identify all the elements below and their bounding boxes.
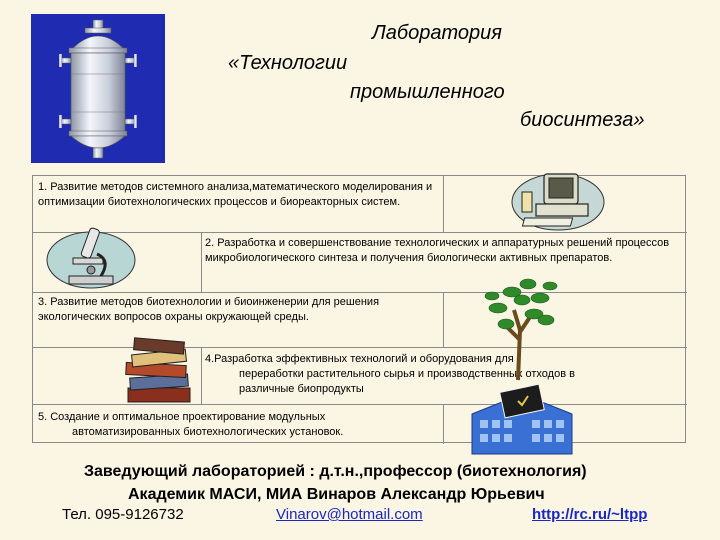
title-line-1: Лаборатория — [372, 22, 502, 44]
title-line-2: «Технологии — [228, 52, 348, 74]
direction-item-5-line-1: 5. Создание и оптимальное проектирование модульных — [38, 411, 326, 423]
email-link[interactable]: Vinarov@hotmail.com — [276, 506, 423, 523]
col-divider — [201, 232, 202, 292]
head-name: Академик МАСИ, МИА Винаров Александр Юрьевич — [128, 486, 545, 503]
tree-icon — [478, 270, 564, 382]
direction-item-4 — [205, 352, 680, 397]
title-line-4: биосинтеза» — [520, 109, 645, 131]
phone-number: Тел. 095-9126732 — [62, 506, 184, 523]
col-divider — [443, 292, 444, 347]
title-line-3: промышленного — [350, 81, 505, 103]
building-icon — [466, 384, 578, 458]
head-of-lab: Заведующий лабораторией : д.т.н.,профессор (биотехнология) — [84, 463, 587, 480]
reactor-icon — [31, 14, 165, 163]
direction-item-4-line-1: 4.Разработка эффективных технологий и оборудования для — [205, 353, 514, 365]
direction-item-4-line-2: переработки растительного сырья и производственных отходов в — [239, 368, 575, 380]
direction-item-3: 3. Развитие методов биотехнологии и биоинженерии для решения экологических вопросов охраны окружающей среды. — [38, 296, 380, 323]
row-divider — [33, 292, 687, 293]
website-link[interactable]: http://rc.ru/~ltpp — [532, 506, 648, 523]
direction-item-1: 1. Развитие методов системного анализа,математического моделирования и оптимизации биотехнологических процессов и биореакторных систем. — [38, 181, 433, 208]
reactor-image — [31, 14, 165, 163]
direction-item-5-line-2: автоматизированных биотехнологических установок. — [72, 426, 344, 438]
books-icon — [120, 336, 202, 408]
col-divider — [443, 176, 444, 232]
direction-item-2: 2. Разработка и совершенствование технологических и аппаратурных решений процессов микробиологического синтеза и получения биологически активных препаратов. — [205, 237, 670, 264]
direction-item-5 — [38, 410, 448, 440]
computer-icon — [506, 168, 606, 232]
direction-item-4-line-3: различные биопродукты — [239, 383, 364, 395]
microscope-icon — [45, 224, 137, 292]
